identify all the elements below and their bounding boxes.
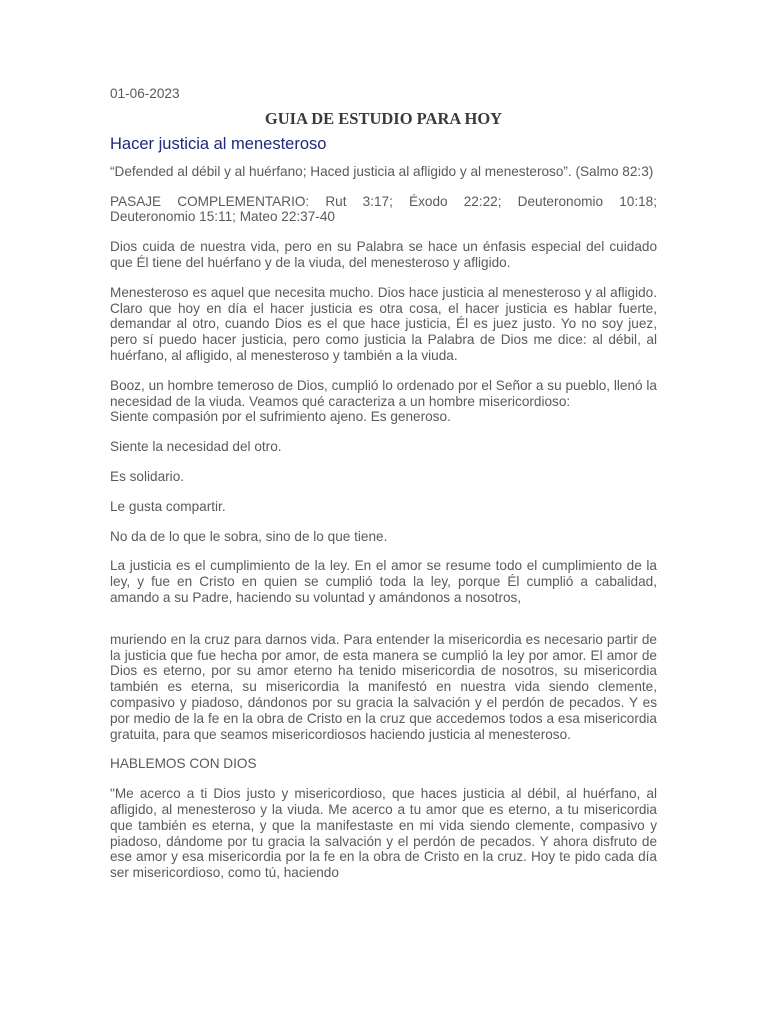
trait-4: No da de lo que le sobra, sino de lo que tiene.: [110, 528, 388, 544]
paragraph-4: La justicia es el cumplimiento de la ley. En el amor se resume todo el cumplimiento de la ley, y fue en Cristo en quien se cumplió toda la ley, porque Él cumplió a cabalidad, amando a su Padre, haciendo su voluntad y amándonos a nosotros,: [110, 558, 657, 605]
paragraph-5: muriendo en la cruz para darnos vida. Para entender la misericordia es necesario partir de la justicia que fue hecha por amor, de esta manera se cumplió la ley por amor. El amor de Dios es eterno, por su amor eterno ha tenido misericordia de nosotros, su misericordia también es eterna, su misericordia la manifestó en nuestra vida siendo clemente, compasivo y piadoso, dándonos por su gracia la salvación y el perdón de pecados. Y es por medio de la fe en la obra de Cristo en la cruz que accedemos todos a esa misericordia gratuita, para que seamos misericordiosos haciendo justicia al menesteroso.: [110, 631, 657, 742]
verse-paragraph: “Defended al débil y al huérfano; Haced justicia al afligido y al menesteroso”. (Salmo 82:3): [110, 163, 654, 179]
document-title: GUIA DE ESTUDIO PARA HOY: [264, 108, 503, 128]
paragraph-3: [110, 378, 657, 425]
topic-heading: Hacer justicia al menesteroso: [110, 134, 327, 153]
prayer-heading: HABLEMOS CON DIOS: [110, 756, 257, 772]
paragraph-3-main: Booz, un hombre temeroso de Dios, cumplió lo ordenado por el Señor a su pueblo, llenó la necesidad de la viuda. Veamos qué caracteriza a un hombre misericordioso:: [110, 377, 657, 409]
trait-2: Es solidario.: [110, 468, 185, 484]
paragraph-3-trait: Siente compasión por el sufrimiento ajeno. Es generoso.: [110, 409, 451, 425]
paragraph-1: Dios cuida de nuestra vida, pero en su Palabra se hace un énfasis especial del cuidado que Él tiene del huérfano y de la viuda, del menesteroso y afligido.: [110, 239, 657, 270]
document-page: [110, 86, 657, 895]
complementary-passage: PASAJE COMPLEMENTARIO: Rut 3:17; Éxodo 22:22; Deuteronomio 10:18; Deuteronomio 15:11; Mateo 22:37-40: [110, 193, 657, 225]
paragraph-2: Menesteroso es aquel que necesita mucho. Dios hace justicia al menesteroso y al afligido. Claro que hoy en día el hacer justicia es otra cosa, el hacer justicia es hablar fuerte, demandar al otro, cuando Dios es el que hace justicia, Él es juez justo. Yo no soy juez, pero sí puedo hacer justicia, pero como justicia la Palabra de Dios me dice: al débil, al huérfano, al afligido, al menesteroso y también a la viuda.: [110, 284, 657, 363]
prayer-paragraph: "Me acerco a ti Dios justo y misericordioso, que haces justicia al débil, al huérfano, al afligido, al menesteroso y la viuda. Me acerco a tu amor que es eterno, a tu misericordia que también es eterna, y que la manifestaste en mi vida siendo clemente, compasivo y piadoso, dándome por tu gracia la salvación y el perdón de pecados. Y ahora disfruto de ese amor y esa misericordia por la fe en la obra de Cristo en la cruz. Hoy te pido cada día ser misericordioso, como tú, haciendo: [110, 786, 657, 881]
trait-3: Le gusta compartir.: [110, 498, 226, 514]
trait-1: Siente la necesidad del otro.: [110, 439, 282, 455]
document-date: 01-06-2023: [110, 86, 180, 101]
